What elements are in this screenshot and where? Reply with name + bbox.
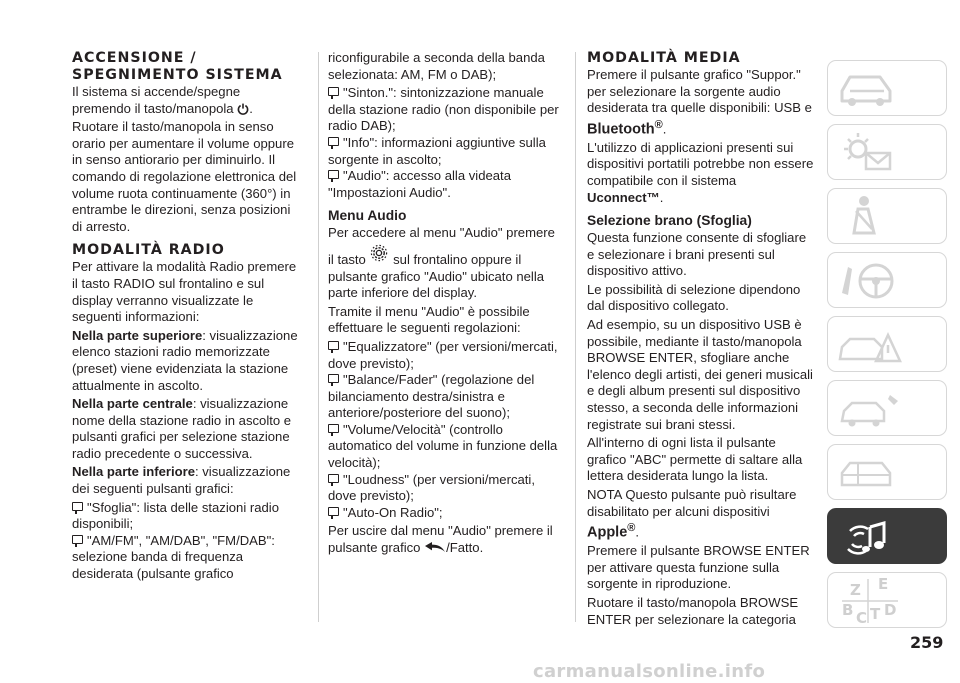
footer-watermark: carmanualsonline.info (533, 661, 766, 682)
tab-safety[interactable] (827, 188, 947, 244)
paragraph: Per uscire dal menu "Audio" premere il pulsante grafico /Fatto. (328, 523, 553, 556)
tab-car[interactable] (827, 60, 947, 116)
tab-car-data[interactable] (827, 444, 947, 500)
bullet-icon (72, 535, 83, 544)
road-emergency-icon (828, 317, 948, 373)
multimedia-icon (828, 509, 948, 565)
subheading-selezione-brano: Selezione brano (Sfoglia) (587, 213, 752, 229)
bullet-icon (328, 424, 339, 433)
bullet-icon (328, 87, 339, 96)
column-2 (328, 50, 560, 559)
paragraph: Ruotare il tasto/manopola BROWSE ENTER per selezionare la categoria (587, 594, 799, 627)
bullet-icon (328, 374, 339, 383)
steering-wheel-icon (828, 253, 948, 309)
list-item: "Auto-On Radio"; (328, 505, 560, 522)
power-icon (237, 103, 249, 115)
paragraph: Per attivare la modalità Radio premere il tasto RADIO sul frontalino e sul display verranno visualizzate le seguenti informazioni: (72, 259, 297, 325)
list-item: "Sinton.": sintonizzazione manuale della stazione radio (non disponibile per radio DAB); (328, 85, 559, 134)
index-letter: E (878, 575, 889, 593)
paragraph: All'interno di ogni lista il pulsante grafico "ABC" permette di saltare alla lettera desiderata lungo la lista. (587, 435, 803, 484)
column-3 (587, 50, 815, 630)
bullet-icon (328, 170, 339, 179)
tab-maintenance[interactable] (827, 380, 947, 436)
index-letter: T (870, 605, 881, 623)
subheading-menu-audio: Menu Audio (328, 208, 407, 224)
paragraph: Ad esempio, su un dispositivo USB è possibile, mediante il tasto/manopola BROWSE ENTER, sfogliare anche l'elenco degli artisti, dei generi musicali e degli album presenti sul dispositivo stesso, a seconda delle informazioni registrate sui brani stessi. (587, 317, 813, 432)
index-letter: C (856, 609, 868, 627)
paragraph: Questa funzione consente di sfogliare e selezionare i brani presenti sul dispositivo attivo. (587, 230, 807, 279)
paragraph: Le possibilità di selezione dipendono dal dispositivo collegato. (587, 281, 801, 314)
paragraph: Premere il pulsante grafico "Suppor." per selezionare la sorgente audio desiderata tra quelle disponibili: USB e Bluetooth®. (587, 67, 812, 138)
warning-lights-icon (828, 125, 948, 181)
section-heading-accensione: ACCENSIONE / (72, 50, 197, 66)
tab-steering[interactable] (827, 252, 947, 308)
column-divider (575, 52, 576, 622)
car-icon (828, 61, 948, 117)
bullet-icon (72, 502, 83, 511)
paragraph: Tramite il menu "Audio" è possibile effettuare le seguenti regolazioni: (328, 303, 530, 336)
paragraph: riconfigurabile a seconda della banda selezionata: AM, FM o DAB); (328, 50, 545, 82)
safety-icon (828, 189, 948, 245)
bullet-icon (328, 474, 339, 483)
bullet-icon (328, 137, 339, 146)
list-item: "Volume/Velocità" (controllo automatico del volume in funzione della velocità); (328, 421, 558, 471)
page-number: 259 (910, 633, 944, 652)
list-item: "Equalizzatore" (per versioni/mercati, dove previsto); (328, 338, 558, 371)
list-item: "Sfoglia": lista delle stazioni radio disponibili; (72, 499, 279, 532)
paragraph: NOTA Questo pulsante può risultare disabilitato per alcuni dispositivi Apple®. (587, 487, 797, 541)
car-data-icon (828, 445, 948, 501)
index-letter: B (842, 601, 854, 619)
maintenance-icon (828, 381, 948, 437)
paragraph: Premere il pulsante BROWSE ENTER per attivare questa funzione sulla sorgente in riproduzione. (587, 543, 810, 592)
back-arrow-icon (424, 541, 446, 554)
list-item: "Audio": accesso alla videata "Impostazioni Audio". (328, 168, 511, 200)
paragraph: Nella parte inferiore: visualizzazione dei seguenti pulsanti grafici: (72, 464, 291, 497)
settings-gear-icon (369, 244, 389, 262)
paragraph: Per accedere al menu "Audio" premere (328, 225, 555, 241)
index-icon (828, 573, 948, 629)
list-item: "AM/FM", "AM/DAB", "FM/DAB": selezione banda di frequenza desiderata (pulsante grafico (72, 532, 275, 582)
index-letter: Z (850, 581, 861, 599)
bullet-icon (328, 507, 339, 516)
section-heading-modalita-radio: MODALITÀ RADIO (72, 242, 225, 259)
chapter-tabs (827, 60, 947, 636)
bullet-icon (328, 341, 339, 350)
tab-emergency[interactable] (827, 316, 947, 372)
section-heading-spegnimento: SPEGNIMENTO SISTEMA (72, 67, 283, 83)
paragraph: il tasto sul frontalino oppure il pulsante grafico "Audio" ubicato nella parte inferiore del display. (328, 244, 560, 302)
paragraph: L'utilizzo di applicazioni presenti sui dispositivi portatili potrebbe non essere compatibile con il sistema Uconnect™. (587, 139, 814, 205)
paragraph: Il sistema si accende/spegne premendo il tasto/manopola . (72, 84, 253, 116)
paragraph: Nella parte superiore: visualizzazione elenco stazioni radio memorizzate (preset) viene evidenziata la stazione attualmente in ascolto. (72, 327, 298, 393)
tab-multimedia[interactable] (827, 508, 947, 564)
column-1 (72, 50, 302, 583)
list-item: "Info": informazioni aggiuntive sulla sorgente in ascolto; (328, 134, 546, 167)
tab-index[interactable] (827, 572, 947, 628)
tab-warning-lights[interactable] (827, 124, 947, 180)
paragraph: Ruotare il tasto/manopola in senso orario per aumentare il volume oppure in senso antiorario per diminuirlo. Il comando di regolazione elettronica del volume ruota continuamente (360°) in entrambe le direzioni, senza posizioni di arresto. (72, 119, 297, 234)
paragraph: Nella parte centrale: visualizzazione nome della stazione radio in ascolto e pulsanti grafici per selezione stazione radio precedente o successiva. (72, 396, 292, 461)
list-item: "Balance/Fader" (regolazione del bilanciamento destra/sinistra e anteriore/posteriore del suono); (328, 372, 535, 421)
section-heading-modalita-media: MODALITÀ MEDIA (587, 50, 741, 66)
column-divider (318, 52, 319, 622)
index-letter: D (884, 601, 897, 619)
list-item: "Loudness" (per versioni/mercati, dove previsto); (328, 471, 535, 504)
